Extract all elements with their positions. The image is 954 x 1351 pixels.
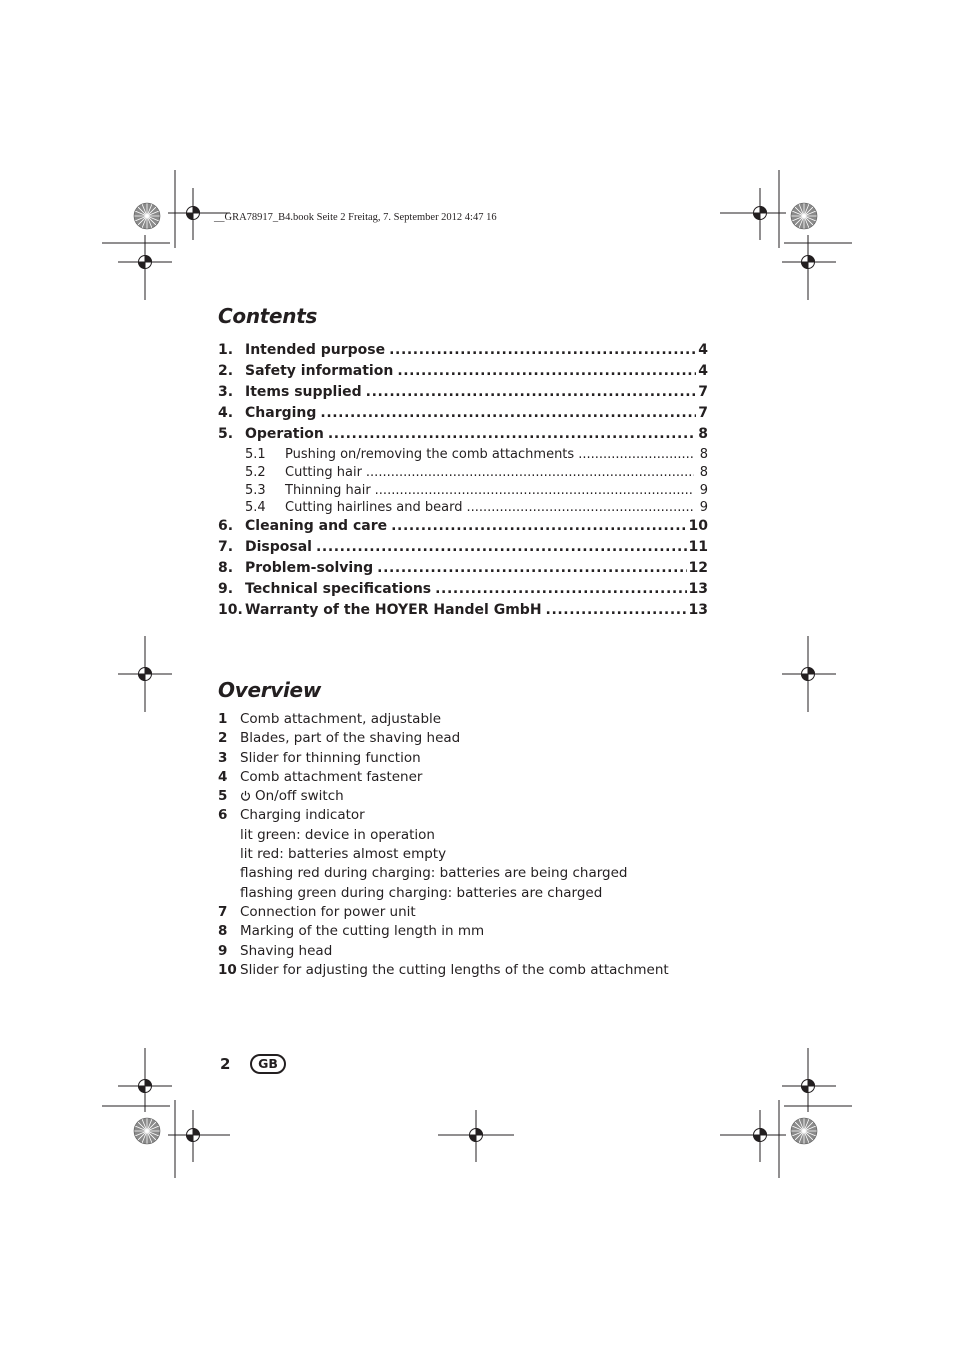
toc-entry-label: Cutting hairlines and beard [285, 500, 463, 516]
overview-item-text [240, 846, 446, 862]
toc-entry-page: 8 [698, 426, 708, 442]
overview-item-text [240, 750, 421, 766]
toc-entry-page: 13 [688, 602, 708, 619]
page-number: 2 [220, 1055, 231, 1073]
toc-leader-dots [391, 518, 686, 534]
toc-entry-label: Disposal [245, 539, 312, 556]
toc-leader-dots [435, 581, 686, 597]
toc-entry-number: 6. [218, 518, 234, 535]
toc-entry-page: 8 [699, 464, 708, 480]
overview-item-text [240, 788, 344, 804]
overview-list [218, 711, 738, 981]
toc-entry-label: Operation [245, 426, 324, 442]
overview-item-label: Marking of the cutting length in mm [240, 923, 485, 940]
overview-item [218, 750, 738, 769]
toc-leader-dots [366, 384, 697, 400]
toc-entry [218, 560, 708, 581]
overview-item-text [240, 769, 422, 785]
toc-entry-page: 9 [699, 500, 708, 516]
overview-item [218, 730, 738, 749]
toc-entry [218, 384, 708, 405]
overview-item-number: 3 [218, 749, 228, 766]
toc-leader-dots [316, 539, 687, 555]
toc-entry-page: 4 [698, 363, 708, 379]
overview-item-label: flashing red during charging: batteries are being charged [240, 865, 628, 882]
toc-entry-label: Items supplied [245, 384, 362, 400]
toc-entry-number: 5.2 [245, 464, 266, 480]
toc-entry [218, 447, 708, 465]
toc-entry-page: 11 [688, 539, 708, 556]
overview-item-text [240, 904, 416, 920]
overview-item-text [240, 730, 460, 746]
overview-item [218, 885, 738, 904]
overview-item [218, 904, 738, 923]
toc-entry-page: 13 [688, 581, 708, 598]
overview-item [218, 807, 738, 826]
toc-entry-number: 4. [218, 405, 234, 421]
toc-entry-label: Cutting hair [285, 464, 362, 480]
toc-entry [218, 518, 708, 539]
overview-item [218, 846, 738, 865]
overview-item-number: 7 [218, 903, 228, 920]
toc-entry [218, 426, 708, 447]
toc-entry-number: 1. [218, 342, 234, 358]
overview-item-label: Charging indicator [240, 807, 365, 824]
overview-item-label: Comb attachment fastener [240, 768, 423, 785]
toc-entry-page: 4 [698, 342, 708, 358]
toc-entry-label: Safety information [245, 363, 394, 379]
overview-item-number: 6 [218, 807, 228, 824]
overview-item-label: Blades, part of the shaving head [240, 730, 461, 747]
toc-entry-label: Intended purpose [245, 342, 386, 358]
toc-entry-number: 10. [218, 602, 243, 619]
toc-entry-page: 10 [688, 518, 708, 535]
toc-entry-label: Pushing on/removing the comb attachments [285, 447, 575, 462]
print-info-header: __GRA78917_B4.book Seite 2 Freitag, 7. September 2012 4:47 16 [214, 212, 497, 223]
toc-entry-number: 5.1 [245, 447, 266, 462]
toc-entry-page: 7 [698, 384, 708, 400]
toc-entry-label: Warranty of the HOYER Handel GmbH [245, 602, 542, 619]
language-badge: GB [250, 1054, 286, 1074]
toc-entry [218, 363, 708, 384]
toc-entry [218, 465, 708, 483]
overview-item-text [240, 865, 628, 881]
overview-item [218, 943, 738, 962]
overview-item [218, 788, 738, 807]
toc-leader-dots [578, 447, 694, 462]
toc-entry-number: 3. [218, 384, 234, 400]
overview-item-number: 8 [218, 923, 228, 940]
toc-entry-number: 7. [218, 539, 234, 556]
toc-entry-number: 5.4 [245, 500, 266, 516]
overview-item [218, 769, 738, 788]
overview-title: Overview [218, 678, 322, 702]
overview-item-text [240, 827, 435, 843]
toc-entry-label: Thinning hair [285, 482, 371, 498]
toc-entry-label: Charging [245, 405, 317, 421]
contents-title: Contents [218, 304, 318, 328]
toc-entry-page: 12 [688, 560, 708, 577]
toc-leader-dots [397, 363, 696, 379]
toc-entry-number: 9. [218, 581, 234, 598]
overview-item-label: flashing green during charging: batteries are charged [240, 884, 603, 901]
toc-entry-number: 8. [218, 560, 234, 577]
toc-leader-dots [546, 602, 687, 618]
toc-entry [218, 405, 708, 426]
toc-entry [218, 483, 708, 501]
toc-entry [218, 500, 708, 518]
overview-item-number: 4 [218, 768, 228, 785]
overview-item-text [240, 711, 441, 727]
overview-item-label: Comb attachment, adjustable [240, 711, 442, 727]
toc-leader-dots [320, 405, 696, 421]
toc-leader-dots [389, 342, 696, 358]
toc-entry-number: 5. [218, 426, 234, 442]
toc-entry-number: 5.3 [245, 482, 266, 498]
overview-item-number: 2 [218, 730, 228, 747]
toc-entry-page: 8 [699, 447, 708, 462]
overview-item-text [240, 943, 332, 959]
overview-item-text [240, 923, 484, 939]
overview-item [218, 827, 738, 846]
toc-leader-dots [377, 560, 686, 576]
overview-item-label: lit red: batteries almost empty [240, 846, 447, 863]
overview-item-number: 1 [218, 711, 228, 727]
table-of-contents [218, 342, 708, 623]
toc-leader-dots [366, 465, 694, 480]
power-icon [240, 790, 251, 801]
toc-entry [218, 602, 708, 623]
toc-entry [218, 342, 708, 363]
overview-item-label: On/off switch [255, 788, 344, 805]
toc-entry-label: Cleaning and care [245, 518, 388, 535]
overview-item-label: lit green: device in operation [240, 826, 435, 843]
overview-item-label: Shaving head [240, 942, 333, 959]
overview-item [218, 865, 738, 884]
toc-entry-label: Technical specifications [245, 581, 432, 598]
toc-entry-page: 9 [699, 482, 708, 498]
overview-item-text [240, 962, 669, 978]
toc-entry [218, 539, 708, 560]
overview-item-number: 10 [218, 961, 237, 978]
overview-item-text [240, 885, 602, 901]
overview-item [218, 962, 738, 981]
overview-item [218, 923, 738, 942]
toc-leader-dots [328, 426, 696, 442]
overview-item-label: Connection for power unit [240, 903, 416, 920]
toc-entry-label: Problem-solving [245, 560, 374, 577]
overview-item-label: Slider for adjusting the cutting lengths of the comb attachment [240, 961, 669, 978]
overview-item-number: 5 [218, 788, 228, 805]
toc-entry-page: 7 [698, 405, 708, 421]
toc-leader-dots [466, 500, 693, 515]
overview-item [218, 711, 738, 730]
toc-leader-dots [375, 483, 694, 498]
toc-entry-number: 2. [218, 363, 234, 379]
overview-item-text [240, 807, 365, 823]
toc-entry [218, 581, 708, 602]
overview-item-number: 9 [218, 942, 228, 959]
overview-item-label: Slider for thinning function [240, 749, 421, 766]
